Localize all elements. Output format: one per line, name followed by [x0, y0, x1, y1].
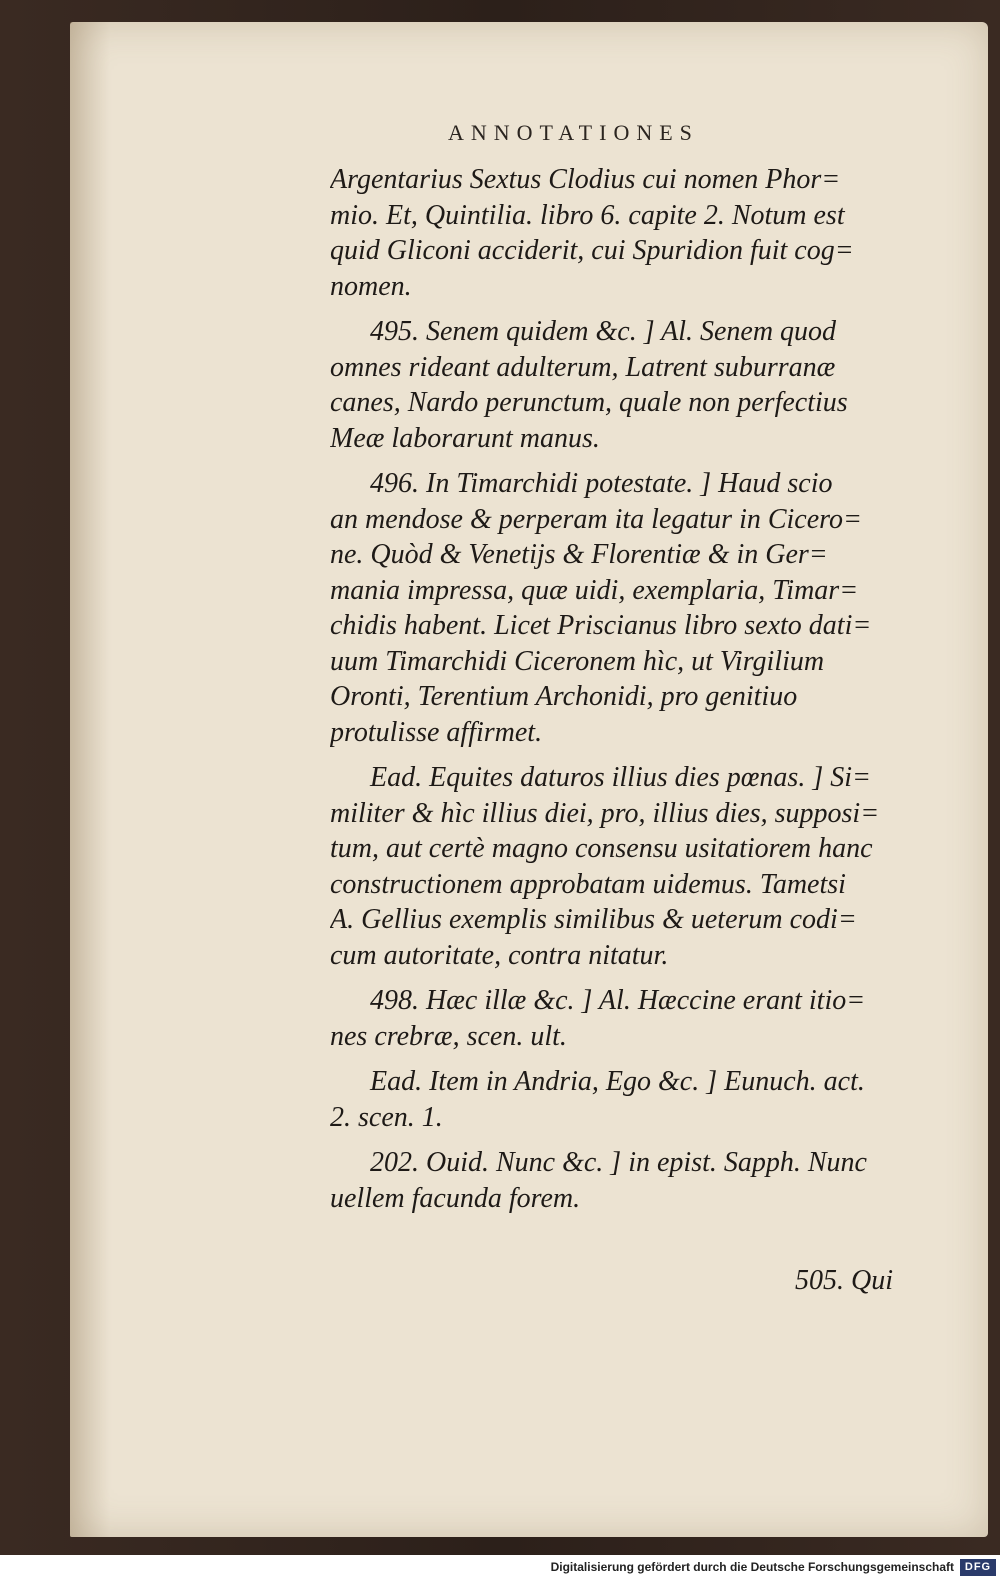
- text-line: omnes rideant adulterum, Latrent suburranæ: [330, 351, 836, 383]
- paragraph-2: [330, 314, 940, 456]
- paragraph-6: [330, 1064, 940, 1135]
- text-line: uellem facunda forem.: [330, 1182, 581, 1214]
- text-line: Ead. Equites daturos illius dies pœnas. ] Si=: [370, 762, 871, 793]
- text-line: protulisse affirmet.: [330, 716, 543, 748]
- paragraph-3: [330, 466, 940, 750]
- footer-credit: Digitalisierung gefördert durch die Deutsche Forschungsgemeinschaft: [550, 1560, 954, 1574]
- text-line: 496. In Timarchidi potestate. ] Haud scio: [370, 468, 833, 499]
- text-line: 2. scen. 1.: [330, 1101, 443, 1133]
- text-line: uum Timarchidi Ciceronem hìc, ut Virgilium: [330, 645, 825, 677]
- text-line: cum autoritate, contra nitatur.: [330, 939, 669, 971]
- text-line: nes crebræ, scen. ult.: [330, 1020, 567, 1052]
- text-line: tum, aut certè magno consensu usitatiorem hanc: [330, 833, 873, 864]
- text-line: chidis habent. Licet Priscianus libro sexto dati=: [330, 610, 872, 641]
- text-line: 498. Hæc illæ &c. ] Al. Hæccine erant itio=: [370, 985, 866, 1016]
- text-line: 202. Ouid. Nunc &c. ] in epist. Sapph. Nunc: [370, 1147, 867, 1178]
- text-line: Ead. Item in Andria, Ego &c. ] Eunuch. act.: [370, 1066, 865, 1097]
- text-line: Meæ laborarunt manus.: [330, 422, 600, 454]
- paragraph-7: [330, 1145, 940, 1216]
- text-line: Oronti, Terentium Archonidi, pro genitiuo: [330, 681, 798, 712]
- text-line: 495. Senem quidem &c. ] Al. Senem quod: [370, 316, 837, 347]
- text-line: mania impressa, quæ uidi, exemplaria, Timar=: [330, 574, 859, 606]
- text-line: an mendose & perperam ita legatur in Cicero=: [330, 503, 862, 535]
- digitization-footer: [0, 1555, 1000, 1582]
- page-text: [330, 162, 940, 1226]
- text-line: canes, Nardo perunctum, quale non perfectius: [330, 387, 848, 418]
- text-line: nomen.: [330, 270, 412, 302]
- running-header: ANNOTATIONES: [448, 120, 699, 145]
- text-line: ne. Quòd & Venetijs & Florentiæ & in Ger=: [330, 539, 828, 570]
- paragraph-1: [330, 162, 940, 304]
- dfg-logo-icon: DFG: [960, 1559, 996, 1576]
- text-line: mio. Et, Quintilia. libro 6. capite 2. Notum est: [330, 199, 845, 231]
- text-line: militer & hìc illius diei, pro, illius dies, supposi=: [330, 797, 880, 829]
- text-line: Argentarius Sextus Clodius cui nomen Phor=: [330, 164, 841, 195]
- paragraph-5: [330, 983, 940, 1054]
- text-line: A. Gellius exemplis similibus & ueterum codi=: [330, 904, 857, 935]
- text-line: quid Gliconi acciderit, cui Spuridion fuit cog=: [330, 235, 854, 266]
- text-line: constructionem approbatam uidemus. Tametsi: [330, 868, 846, 900]
- catchword: 505. Qui: [795, 1265, 893, 1296]
- paragraph-4: [330, 760, 940, 973]
